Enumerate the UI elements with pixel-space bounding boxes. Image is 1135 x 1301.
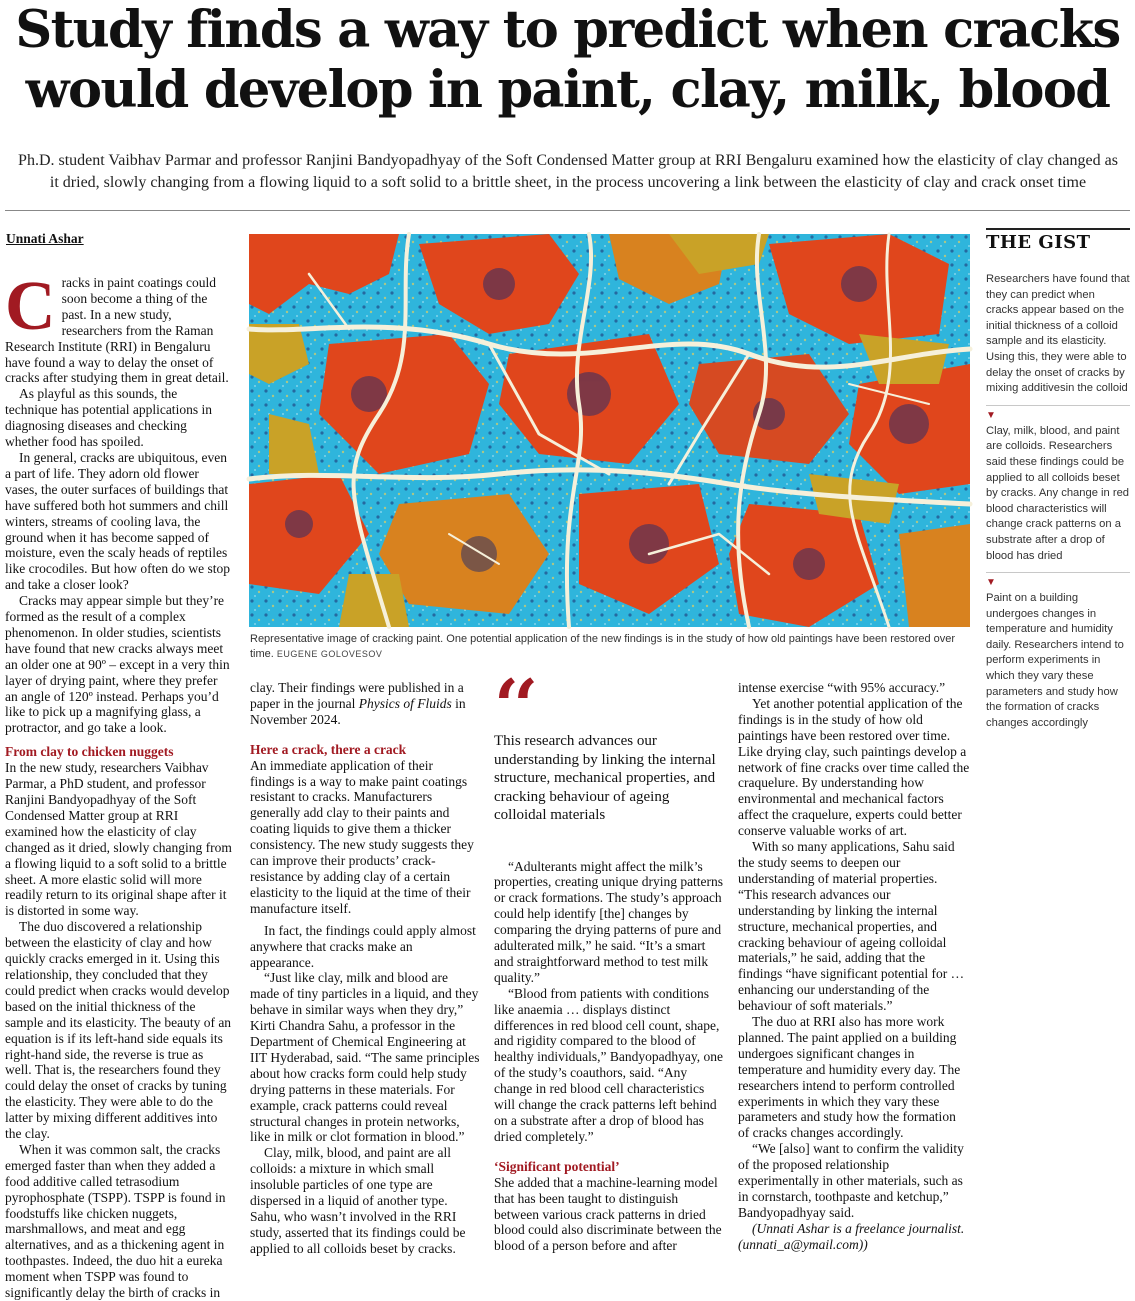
author-note-line-1: (Unnati Ashar is a freelance journalist. [752, 1220, 965, 1236]
drop-cap: C [5, 268, 56, 345]
triangle-marker-icon: ▼ [986, 577, 996, 589]
subheadline: Ph.D. student Vaibhav Parmar and professor Ranjini Bandyopadhyay of the Soft Condensed Matter group at RRI Bengaluru examined how the elasticity of clay changed as it dried, slowly changing from a flowing liquid to a soft solid to a brittle sheet, in the process uncovering a link between the elasticity of clay and crack onset time [18, 152, 1118, 191]
paragraph [250, 680, 480, 728]
section-heading: ‘Significant potential’ [494, 1158, 620, 1174]
journal-name: Physics of Fluids [358, 695, 452, 711]
lead-text: racks in paint coatings could soon become a thing of the past. In a new study, researchers from the Raman Research Institute (RRI) in Bengaluru have found a way to delay the onset of cracks after studying them in great detail. [5, 275, 229, 386]
section-heading: Here a crack, there a crack [250, 741, 407, 757]
paragraph: Yet another potential application of the findings is in the study of how old paintings have been restored over time. Like drying clay, such paintings develop a network of fine cracks over time called the craquelure. By understanding how environmental and mechanical factors affect the craquelure, experts could better conserve valuable works of art. [738, 695, 970, 839]
header-divider [5, 210, 1130, 211]
lead-paragraph [5, 268, 233, 386]
paragraph: Cracks may appear simple but they’re formed as the result of a complex phenomenon. In older studies, scientists have found that new cracks always meet an older one at 90º – except in a very thin layer of drying paint, where they prefer an angle of 120º instead. Perhaps you’d like to pick up a magnifying glass, a protractor, and go take a look. [5, 593, 230, 736]
paragraph: With so many applications, Sahu said the study seems to deepen our understanding of material properties. “This research advances our understanding by linking the internal structure, mechanical properties, and cracking behaviour of ageing colloidal materials,” he said, adding that the findings “have significant potential for … enhancing our understanding of the behaviour of soft materials.” [738, 839, 965, 1014]
gist-item-text: Researchers have found that they can predict when cracks appear based on the initial thickness of a colloid sample and its elasticity. Using this, they were able to delay the onset of cracks by mixing additivesin the colloid [986, 273, 1130, 395]
headline-line-2: would develop in paint, clay, milk, blood [25, 60, 1110, 120]
text-run: in November 2024. [250, 695, 466, 727]
article-column-1 [5, 268, 233, 1301]
paragraph: In fact, the findings could apply almost anywhere that cracks make an appearance. [250, 922, 476, 970]
author-email[interactable]: (unnati_a@ymail.com)) [738, 1236, 868, 1252]
paragraph: “Adulterants might affect the milk’s properties, creating unique drying patterns or crack formations. The study’s approach could help identify [the] changes by comparing the drying patterns of pure and adulterated milk,” he said. “It’s a smart and straightforward method to test milk quality.” [494, 858, 724, 985]
headline-line-1: Study finds a way to predict when cracks [15, 0, 1120, 60]
article-column-2 [250, 680, 480, 1256]
paragraph: When it was common salt, the cracks emerged faster than when they added a food additive called tetrasodium pyrophosphate (TSPP). TSPP is found in foodstuffs like chicken nuggets, marshmallows, and meat and egg alternatives, and as a thickening agent in toothpastes. Indeed, the duo hit a eureka moment when TSPP was found to significantly delay the birth of cracks in [5, 1141, 226, 1301]
headline [0, 0, 1135, 120]
paragraph: In the new study, researchers Vaibhav Parmar, a PhD student, and professor Ranjini Bandyopadhyay of the Soft Condensed Matter group at RRI examined how the elasticity of clay changed as it dried, slowly changing from a flowing liquid to a soft solid to a brittle sheet. A more elastic solid will more readily return to its original shape after it is distorted in some way. [5, 760, 232, 919]
gist-item [986, 589, 1130, 739]
article-column-3 [494, 663, 724, 1254]
paragraph: “We [also] want to confirm the validity of the proposed relationship experimentally in other materials, such as in cornstarch, toothpaste and ketchup,” Bandyopadhyay said. [738, 1141, 964, 1220]
section-heading: From clay to chicken nuggets [5, 744, 174, 760]
photo-credit: EUGENE GOLOVESOV [276, 649, 383, 659]
paragraph: intense exercise “with 95% accuracy.” [738, 680, 946, 695]
pull-quote: This research advances our understanding by linking the internal structure, mechanical properties, and cracking behaviour of ageing colloidal materials [494, 733, 716, 823]
text-run: clay. Their findings were published in a paper in the journal [250, 680, 464, 711]
cracking-paint-photo [249, 234, 970, 627]
gist-top-rule [986, 228, 1130, 230]
paragraph: As playful as this sounds, the technique has potential applications in diagnosing diseases and checking whether food has spoiled. [5, 386, 212, 450]
gist-item [986, 262, 1130, 406]
gist-title: THE GIST [986, 232, 1091, 253]
paragraph: She added that a machine-learning model that has been taught to distinguish between various crack patterns in dried blood could also discriminate between the blood of a person before and after [494, 1174, 722, 1254]
paragraph: In general, cracks are ubiquitous, even a part of life. They adorn old flower vases, the outer surfaces of buildings that have suffered both hot summers and chill winters, streams of cooling lava, the ground when it has become sapped of moisture, even the scaly heads of reptiles like crocodiles. But how often do we stop and take a closer look? [5, 449, 230, 593]
paragraph: “Blood from patients with conditions like anaemia … displays distinct differences in red blood cell count, shape, and rigidity compared to the blood of healthy individuals,” Bandyopadhyay, one of the study’s coauthors, said. “Any change in red blood cell characteristics will change the crack patterns left behind on a substrate after a drop of blood has dried completely.” [494, 985, 723, 1144]
caption-text: Representative image of cracking paint. One potential application of the new findings is in the study of how old paintings have been restored over time. [250, 633, 956, 660]
paragraph: The duo discovered a relationship between the elasticity of clay and how quickly cracks emerged in it. Using this relationship, they concluded that they could predict when cracks would develop based on the initial thickness of the sample and its elasticity. The beauty of an equation is if its left-hand side equals its right-hand side, the reverse is true as well. That is, the researchers found they could delay the onset of cracks by tuning the elasticity. They were able to do the latter by mixing different additives into the clay. [5, 919, 232, 1142]
triangle-marker-icon: ▼ [986, 409, 996, 421]
author-note [738, 1221, 970, 1253]
gist-box [986, 262, 1130, 739]
paragraph: Clay, milk, blood, and paint are all colloids: a mixture in which small insoluble particles of one type are dispersed in a liquid of another type. Sahu, who wasn’t involved in the RRI study, asserted that its findings could be applied to all colloids beset by cracks. [250, 1145, 466, 1256]
paragraph: “Just like clay, milk and blood are made of tiny particles in a liquid, and they behave in similar ways when they dry,” Kirti Chandra Sahu, a professor in the Department of Chemical Engineering at IIT Hyderabad, said. “The same principles about how cracks form could help study drying patterns in these materials. For example, crack patterns could reveal structural changes in protein networks, like in milk or clot formation in blood.” [250, 970, 480, 1145]
paragraph: An immediate application of their findings is a way to make paint coatings resistant to cracks. Manufacturers generally add clay to their paints and coating liquids to give them a thicker consistency. The new study suggests they can improve their products’ crack-resistance by adding clay of a certain elasticity to the liquid at the time of their manufacture itself. [250, 757, 474, 916]
article-column-4 [738, 680, 970, 1252]
byline: Unnati Ashar [6, 231, 84, 246]
paragraph: The duo at RRI also has more work planned. The paint applied on a building undergoes significant changes in temperature and humidity every day. The researchers intend to perform controlled experiments in which they vary these parameters and study how the formation of cracks changes accordingly. [738, 1014, 961, 1141]
gist-item-text: Clay, milk, blood, and paint are colloids. Researchers said these findings could be applied to all colloids beset by cracks. Any change in red blood characteristics will change crack patterns on a substrate after a drop of blood has dried [986, 424, 1130, 562]
gist-item [986, 422, 1130, 573]
photo-caption [250, 632, 972, 662]
gist-item-text: Paint on a building undergoes changes in temperature and humidity daily. Researchers intend to perform experiments in which they vary these parameters and study how the formation of cracks changes accordingly [986, 592, 1124, 729]
quote-mark-icon: ‘‘ [494, 663, 533, 748]
